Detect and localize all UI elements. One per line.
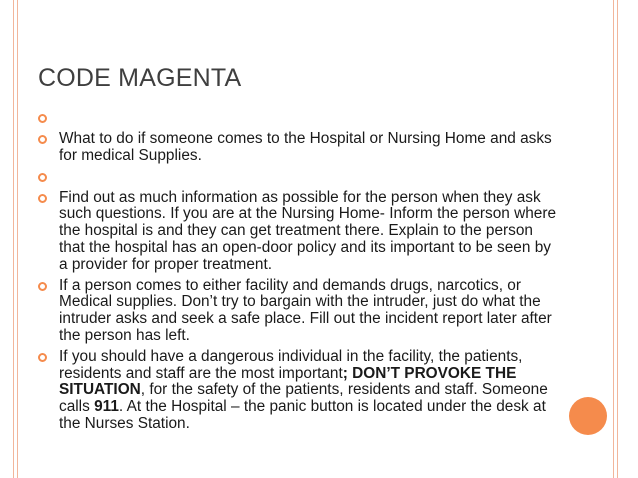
- orange-circle-icon: [569, 397, 607, 435]
- bullet-item: [38, 278, 558, 345]
- bullet-text-part: . At the Hospital – the panic button is located under the desk at the Nurses Station.: [59, 398, 546, 432]
- circle-bullet-icon: [38, 353, 47, 362]
- bullet-item: [38, 131, 558, 165]
- bullet-item: [38, 110, 558, 127]
- bullet-text: Find out as much information as possible for the person when they ask such questions. If you are at the Nursing Home- Inform the person where the hospital is and they can get treatment there. Explain to the person that the hospital has an open-door policy and its important to be seen by a provider for proper treatment.: [59, 188, 557, 273]
- slide-title: CODE MAGENTA: [38, 64, 242, 92]
- bullet-list: [38, 110, 558, 437]
- left-border-line: [13, 0, 14, 478]
- bullet-text-part: , for the safety of the patients, residents and staff. Someone calls: [59, 381, 548, 416]
- right-border-line-outer: [617, 0, 618, 478]
- bullet-text: If a person comes to either facility and demands drugs, narcotics, or Medical supplies. Don’t try to bargain with the intruder, just do what the intruder asks and seek a safe place. Fill out the incident report later after the person has left.: [59, 276, 552, 344]
- right-border-line: [613, 0, 614, 478]
- circle-bullet-icon: [38, 114, 47, 123]
- bullet-item: [38, 169, 558, 186]
- bullet-text-emphasis: 911: [94, 398, 119, 416]
- bullet-item: [38, 190, 558, 274]
- bullet-text-emphasis: ; DON’T PROVOKE THE SITUATION: [59, 364, 517, 399]
- bullet-item: [38, 349, 558, 433]
- circle-bullet-icon: [38, 135, 47, 144]
- bullet-text: What to do if someone comes to the Hospital or Nursing Home and asks for medical Supplies.: [59, 130, 552, 164]
- bullet-text-part: If you should have a dangerous individual in the facility, the patients, residents and staff are the most important: [59, 347, 523, 382]
- left-border-line-inner: [17, 0, 18, 478]
- circle-bullet-icon: [38, 173, 47, 182]
- circle-bullet-icon: [38, 194, 47, 203]
- circle-bullet-icon: [38, 282, 47, 291]
